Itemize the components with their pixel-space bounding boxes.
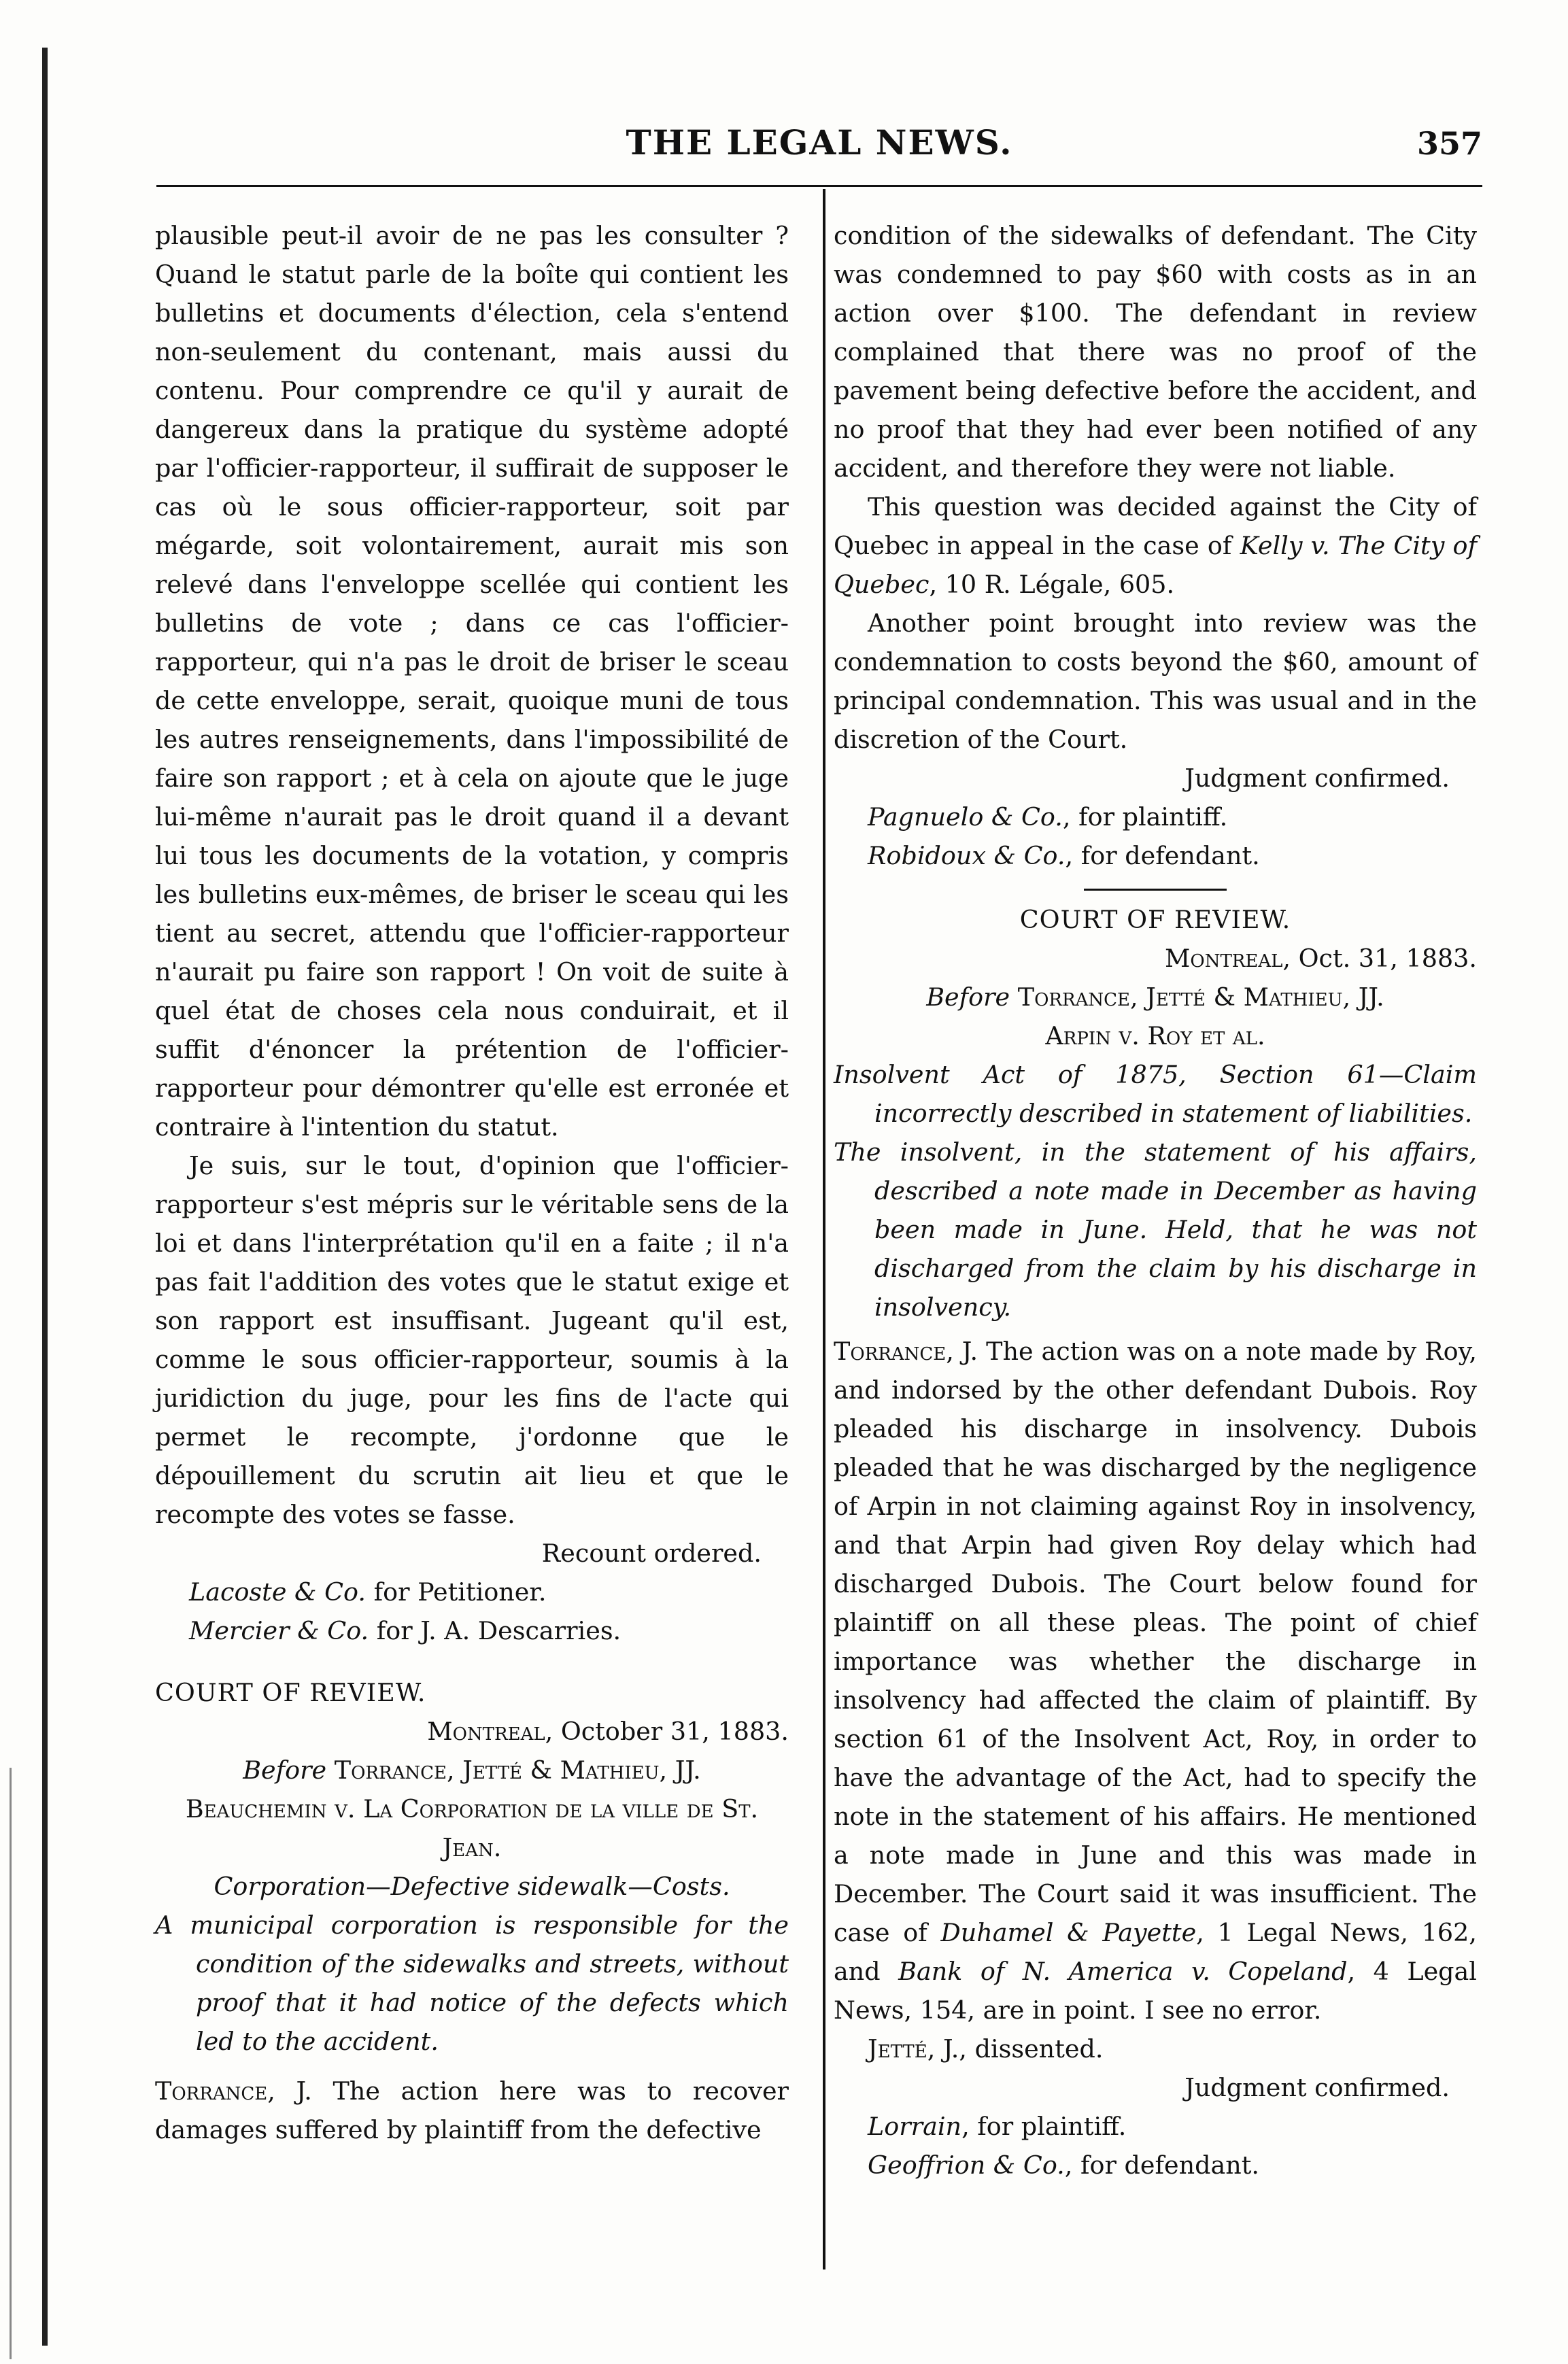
left-counsel-1: [155, 1573, 789, 1611]
case-citation: Duhamel & Payette: [940, 1918, 1197, 1947]
place: Montreal,: [427, 1717, 553, 1746]
opinion-text: The action was on a note made by Roy, and indorsed by the other defendant Dubois. Roy pleaded his discharge in insolvency. Dubois pleaded that he was discharged by the negligence of Arpin in not claiming against Roy in insolvency, and that Arpin had given Roy delay which had discharged Dubois. The Court below found for plaintiff on all these pleas. The point of chief importance was whether the discharge in insolvency had affected the claim of plaintiff. By section 61 of the Insolvent Act, Roy, in order to have the advantage of the Act, had to specify the note in the statement of his affairs. He mentioned a note made in June and this was made in December. The Court said it was insufficient. The case of: [834, 1337, 1477, 1947]
counsel-role: for Petitioner.: [365, 1577, 547, 1607]
right-place-date: [834, 939, 1477, 978]
section-divider: [1084, 889, 1227, 891]
right-counsel-3: [834, 2107, 1477, 2146]
counsel-name: Geoffrion & Co.: [868, 2151, 1065, 2180]
dissent-text: , dissented.: [959, 2034, 1104, 2063]
header-rule: [156, 185, 1482, 187]
left-place-date: [155, 1712, 789, 1751]
right-paragraph-3: Another point brought into review was the condemnation to costs beyond the $60, amount of principal condemnation. This was usual and in the discretion of the Court.: [834, 609, 1477, 754]
page-binding-edge: [42, 48, 48, 2346]
date: Oct. 31, 1883.: [1291, 944, 1477, 973]
right-result-2: Judgment confirmed.: [1184, 2073, 1450, 2102]
text: , 10 R. Légale, 605.: [929, 570, 1175, 599]
counsel-role: for J. A. Descarries.: [369, 1616, 621, 1645]
judge-name: Jetté, J.: [868, 2034, 959, 2063]
text: This question was decided against the City of Quebec in appeal in the case of: [834, 492, 1477, 560]
opinion-text: , 1 Legal News, 162, and: [834, 1918, 1477, 1986]
opinion-text: , 4 Legal News, 154, are in point. I see no error.: [834, 1957, 1477, 2025]
left-case-title: Beauchemin v. La Corporation de la ville de St. Jean.: [185, 1794, 759, 1862]
counsel-role: , for plaintiff.: [961, 2112, 1127, 2141]
right-dissent: [834, 2029, 1477, 2068]
before-word: Before: [243, 1755, 327, 1785]
judge-name: Torrance, J.: [834, 1337, 978, 1366]
left-result: Recount ordered.: [541, 1539, 762, 1568]
judges: Torrance, Jetté & Mathieu, JJ.: [1010, 982, 1384, 1012]
right-paragraph-1: condition of the sidewalks of defendant. The City was condemned to pay $60 with costs as in an action over $100. The defendant in review complained that there was no proof of the pavement being defective before the accident, and no proof that they had ever been notified of any accident, and therefore they were not liable.: [834, 221, 1477, 483]
before-word: Before: [926, 982, 1010, 1012]
left-bench: [155, 1751, 789, 1789]
right-court-heading: COURT OF REVIEW.: [1019, 905, 1291, 934]
left-paragraph-2: Je suis, sur le tout, d'opinion que l'officier-rapporteur s'est mépris sur le véritable sens de la loi et dans l'interprétation qu'il en a faite ; il n'a pas fait l'addition des votes que le statut exige et son rapport est insuffisant. Jugeant qu'il est, comme le sous officier-rapporteur, soumis à la juridiction du juge, pour les fins de l'acte qui permet le recompte, j'ordonne que le dépouillement du scrutin ait lieu et que le recompte des votes se fasse.: [155, 1151, 789, 1529]
right-case-title: Arpin v. Roy et al.: [1045, 1021, 1265, 1050]
case-citation: Kelly v. The City of Quebec: [834, 531, 1478, 599]
left-column: [155, 216, 789, 2149]
counsel-name: Lacoste & Co.: [189, 1577, 366, 1607]
right-paragraph-2: [834, 487, 1477, 604]
counsel-name: Pagnuelo & Co.: [868, 802, 1063, 832]
right-counsel-1: [834, 798, 1477, 836]
date: October 31, 1883.: [553, 1717, 789, 1746]
right-opinion: [834, 1332, 1477, 2029]
left-headnote: A municipal corporation is responsible for the condition of the sidewalks and streets, without proof that it had notice of the defects which led to the accident.: [155, 1911, 789, 2056]
right-result-1: Judgment confirmed.: [1184, 764, 1450, 793]
counsel-role: , for plaintiff.: [1062, 802, 1228, 832]
right-counsel-4: [834, 2146, 1477, 2185]
judge-name: Torrance, J.: [155, 2076, 312, 2106]
left-opinion: [155, 2072, 789, 2149]
left-paragraph-1: plausible peut-il avoir de ne pas les consulter ? Quand le statut parle de la boîte qui contient les bulletins et documents d'élection, cela s'entend non-seulement du contenant, mais aussi du contenu. Pour comprendre ce qu'il y aurait de dangereux dans la pratique du système adopté par l'officier-rapporteur, il suffirait de supposer le cas où le sous officier-rapporteur, soit par mégarde, soit volontairement, aurait mis son relevé dans l'enveloppe scellée qui contient les bulletins de vote ; dans ce cas l'officier-rapporteur, qui n'a pas le droit de briser le sceau de cette enveloppe, serait, quoique muni de tous les autres renseignements, dans l'impossibilité de faire son rapport ; et à cela on ajoute que le juge lui-même n'aurait pas le droit quand il a devant lui tous les documents de la votation, y compris les bulletins eux-mêmes, de briser le sceau qui les tient au secret, attendu que l'officier-rapporteur n'aurait pu faire son rapport ! On voit de suite à quel état de choses cela nous conduirait, et il suffit d'énoncer la prétention de l'officier-rapporteur pour démontrer qu'elle est erronée et contraire à l'intention du statut.: [155, 221, 789, 1142]
counsel-name: Robidoux & Co.: [868, 841, 1066, 870]
left-counsel-2: [155, 1611, 789, 1650]
place: Montreal,: [1165, 944, 1291, 973]
counsel-name: Lorrain: [868, 2112, 962, 2141]
counsel-role: , for defendant.: [1064, 2151, 1259, 2180]
right-subject: Insolvent Act of 1875, Section 61—Claim incorrectly described in statement of liabilities.: [834, 1060, 1477, 1128]
case-citation: Bank of N. America v. Copeland: [898, 1957, 1348, 1986]
right-column: [834, 216, 1477, 2185]
journal-title: THE LEGAL NEWS.: [626, 122, 1013, 162]
counsel-name: Mercier & Co.: [189, 1616, 369, 1645]
right-bench: [834, 978, 1477, 1016]
left-court-heading: COURT OF REVIEW.: [155, 1678, 426, 1707]
counsel-role: , for defendant.: [1065, 841, 1260, 870]
right-counsel-2: [834, 836, 1477, 875]
page-number: 357: [1416, 125, 1482, 162]
left-subject: Corporation—Defective sidewalk—Costs.: [214, 1872, 730, 1901]
opinion-text: The action here was to recover damages suffered by plaintiff from the defective: [155, 2076, 789, 2144]
right-headnote: The insolvent, in the statement of his affairs, described a note made in December as having been made in June. Held, that he was not discharged from the claim by his discharge in insolvency.: [834, 1137, 1477, 1322]
column-rule: [823, 189, 825, 2269]
judges: Torrance, Jetté & Mathieu, JJ.: [326, 1755, 701, 1785]
running-header: [156, 122, 1482, 177]
page-binding-shadow: [10, 1768, 12, 2359]
